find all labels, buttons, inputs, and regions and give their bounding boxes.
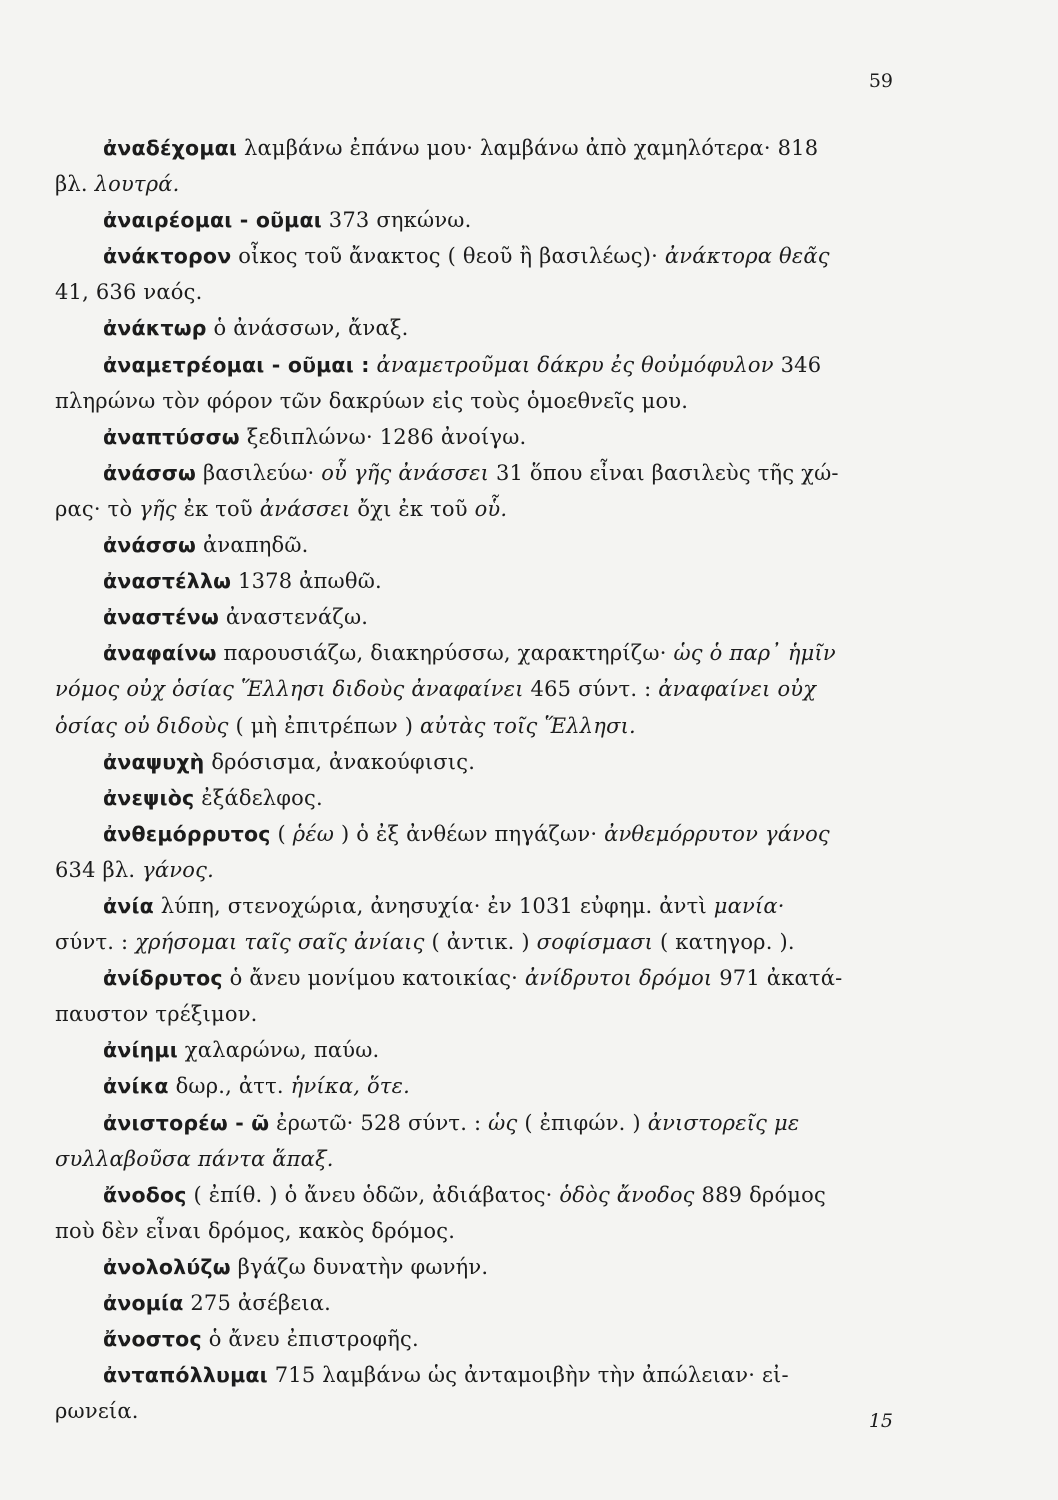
headword: ἀνάκτωρ bbox=[103, 316, 207, 341]
definition-text: βγάζω δυνατὴν φωνήν. bbox=[230, 1254, 489, 1279]
text-line bbox=[55, 1177, 895, 1213]
quotation: ῥέω bbox=[292, 821, 335, 846]
quotation: λουτρά. bbox=[94, 172, 180, 197]
definition-text: λαμβάνω ἐπάνω μου· λαμβάνω ἀπὸ χαμηλότερα· 818 bbox=[237, 136, 819, 160]
quotation: χρήσομαι ταῖς σαῖς ἀνίαις bbox=[135, 930, 425, 955]
definition-text: ἀναστενάζω. bbox=[218, 605, 369, 630]
quotation: νόμος οὐχ ὁσίας Ἕλλησι διδοὺς ἀναφαίνει bbox=[55, 677, 524, 702]
headword: ἀνία bbox=[103, 893, 154, 918]
definition-text: ( μὴ ἐπιτρέπων ) bbox=[228, 713, 421, 738]
definition-text: ρας· τὸ bbox=[55, 496, 140, 521]
definition-text: ( ἐπιφών. ) bbox=[517, 1110, 648, 1135]
headword: ἀναστέλλω bbox=[103, 569, 232, 594]
text-line bbox=[55, 166, 895, 202]
quotation: ὁδὸς ἄνοδος bbox=[559, 1182, 695, 1207]
text-line bbox=[55, 130, 895, 166]
text-line bbox=[55, 563, 895, 599]
glossary-text bbox=[55, 130, 895, 1429]
text-line bbox=[55, 996, 895, 1032]
definition-text: ἐρωτῶ· 528 σύντ. : bbox=[269, 1110, 489, 1135]
definition-text: ρωνεία. bbox=[55, 1399, 139, 1424]
quotation: αὐτὰς τοῖς Ἕλλησι. bbox=[420, 713, 636, 738]
headword: ἀναδέχομαι bbox=[103, 136, 238, 160]
definition-text: ὁ ἄνευ ἐπιστροφῆς. bbox=[201, 1327, 419, 1352]
headword: ἀνίκα bbox=[103, 1074, 169, 1099]
definition-text: 715 λαμβάνω ὡς ἀνταμοιβὴν τὴν ἀπώλειαν· εἰ- bbox=[267, 1363, 789, 1388]
definition-text: 971 ἀκατά- bbox=[712, 966, 843, 991]
quotation: ὡς bbox=[488, 1110, 518, 1135]
definition-text: πληρώνω τὸν φόρον τῶν δακρύων εἰς τοὺς ὁμοεθνεῖς μου. bbox=[55, 388, 689, 413]
text-line bbox=[55, 1321, 895, 1357]
text-line bbox=[55, 671, 895, 707]
text-line bbox=[55, 1285, 895, 1321]
definition-text: 41, 636 ναός. bbox=[55, 280, 203, 305]
headword: ἀνταπόλλυμαι bbox=[103, 1363, 268, 1388]
quotation: γάνος. bbox=[142, 857, 214, 882]
headword: ἀναστένω bbox=[103, 605, 219, 630]
headword: ἀναπτύσσω bbox=[103, 424, 240, 449]
text-line bbox=[55, 888, 895, 924]
definition-text: παυστον τρέξιμον. bbox=[55, 1002, 258, 1027]
text-line bbox=[55, 708, 895, 744]
text-line bbox=[55, 960, 895, 996]
definition-text: παρουσιάζω, διακηρύσσω, χαρακτηρίζω· bbox=[216, 641, 674, 666]
definition-text: 346 bbox=[773, 352, 822, 377]
definition-text: ( κατηγορ. ). bbox=[653, 930, 795, 955]
text-line bbox=[55, 202, 895, 238]
definition-text: 634 βλ. bbox=[55, 857, 143, 882]
headword: ἀνάσσω bbox=[103, 460, 197, 485]
text-line bbox=[55, 383, 895, 419]
text-line bbox=[55, 924, 895, 960]
text-line bbox=[55, 527, 895, 563]
text-line bbox=[55, 780, 895, 816]
definition-text: σύντ. : bbox=[55, 930, 136, 955]
headword: ἀνομία bbox=[103, 1291, 184, 1315]
definition-text: ( ἀντικ. ) bbox=[424, 930, 537, 955]
quotation: οὗ. bbox=[474, 496, 508, 521]
definition-text: ὁ ἄνευ μονίμου κατοικίας· bbox=[222, 966, 525, 991]
page-number: 59 bbox=[868, 70, 893, 92]
text-line bbox=[55, 816, 895, 852]
headword: ἀναιρέομαι - οῦμαι bbox=[103, 208, 322, 233]
definition-text: ( bbox=[270, 821, 293, 846]
quotation: γῆς bbox=[139, 496, 177, 521]
quotation: ὡς ὁ παρ᾽ ἡμῖν bbox=[673, 641, 836, 666]
definition-text: 275 ἀσέβεια. bbox=[183, 1291, 332, 1315]
text-line bbox=[55, 1032, 895, 1068]
headword: ἀνιστορέω - ῶ bbox=[103, 1110, 270, 1135]
text-line bbox=[55, 1357, 895, 1393]
headword: ἄνοδος bbox=[103, 1182, 187, 1207]
definition-text: βασιλεύω· bbox=[196, 460, 322, 485]
definition-text: λύπη, στενοχώρια, ἀνησυχία· ἐν 1031 εὐφημ. ἀντὶ bbox=[153, 893, 714, 918]
text-line bbox=[55, 238, 895, 274]
definition-text: ( ἐπίθ. ) ὁ ἄνευ ὁδῶν, ἀδιάβατος· bbox=[186, 1182, 560, 1207]
quotation: ἀναμετροῦμαι δάκρυ ἐς θοὐμόφυλον bbox=[376, 352, 774, 377]
quotation: συλλαβοῦσα πάντα ἅπαξ. bbox=[55, 1146, 334, 1171]
definition-text: δωρ., ἀττ. bbox=[168, 1074, 291, 1099]
quotation: ἀνίδρυτοι δρόμοι bbox=[524, 966, 713, 991]
definition-text: ὄχι ἐκ τοῦ bbox=[350, 496, 475, 521]
text-line bbox=[55, 1141, 895, 1177]
definition-text: 373 σηκώνω. bbox=[321, 208, 472, 233]
definition-text: ἀναπηδῶ. bbox=[196, 533, 309, 558]
definition-text: 465 σύντ. : bbox=[523, 677, 659, 702]
text-line bbox=[55, 635, 895, 671]
quotation: ἀνθεμόρρυτον γάνος bbox=[604, 821, 830, 846]
text-line bbox=[55, 1213, 895, 1249]
headword: ἄνοστος bbox=[103, 1327, 202, 1352]
signature-mark: 15 bbox=[868, 1410, 893, 1432]
definition-text: ἐξάδελφος. bbox=[194, 785, 323, 810]
text-line bbox=[55, 1068, 895, 1104]
headword: ἀνάκτορον bbox=[103, 244, 232, 269]
headword: ἀνεψιὸς bbox=[103, 785, 195, 810]
quotation: μανία· bbox=[713, 893, 785, 918]
definition-text: βλ. bbox=[55, 172, 95, 197]
definition-text bbox=[370, 353, 377, 377]
definition-text: 1378 ἀπωθῶ. bbox=[231, 569, 382, 594]
headword: ἀνίημι bbox=[103, 1038, 178, 1063]
quotation: ἀνιστορεῖς με bbox=[647, 1110, 800, 1135]
headword: ἀνολολύζω bbox=[103, 1254, 231, 1279]
definition-text: δρόσισμα, ἀνακούφισις. bbox=[204, 749, 476, 774]
definition-text: οἶκος τοῦ ἄνακτος ( θεοῦ ἢ βασιλέως)· bbox=[231, 244, 665, 269]
text-line bbox=[55, 1393, 895, 1429]
headword: ἀνάσσω bbox=[103, 533, 197, 558]
definition-text: ποὺ δὲν εἶναι δρόμος, κακὸς δρόμος. bbox=[55, 1218, 456, 1243]
text-line bbox=[55, 852, 895, 888]
quotation: ἡνίκα, ὅτε. bbox=[290, 1074, 410, 1099]
headword: ἀναφαίνω bbox=[103, 641, 217, 666]
text-line bbox=[55, 310, 895, 346]
text-line bbox=[55, 744, 895, 780]
definition-text: ὁ ἀνάσσων, ἄναξ. bbox=[206, 316, 409, 341]
definition-text: χαλαρώνω, παύω. bbox=[177, 1038, 380, 1063]
text-line bbox=[55, 274, 895, 310]
text-line bbox=[55, 455, 895, 491]
definition-text: 889 δρόμος bbox=[694, 1182, 826, 1207]
quotation: ἀναφαίνει οὐχ bbox=[658, 677, 817, 702]
definition-text: ξεδιπλώνω· 1286 ἀνοίγω. bbox=[239, 424, 527, 449]
text-line bbox=[55, 1249, 895, 1285]
text-line bbox=[55, 491, 895, 527]
headword: ἀνθεμόρρυτος bbox=[103, 821, 271, 846]
text-line bbox=[55, 1105, 895, 1141]
headword: ἀναμετρέομαι - οῦμαι : bbox=[103, 352, 370, 377]
definition-text: ) ὁ ἐξ ἀνθέων πηγάζων· bbox=[334, 821, 605, 846]
text-line bbox=[55, 599, 895, 635]
headword: ἀναψυχὴ bbox=[103, 749, 205, 774]
text-line bbox=[55, 347, 895, 383]
quotation: ὁσίας οὐ διδοὺς bbox=[55, 713, 229, 738]
quotation: οὗ γῆς ἀνάσσει bbox=[321, 460, 490, 485]
quotation: σοφίσμασι bbox=[536, 930, 654, 955]
headword: ἀνίδρυτος bbox=[103, 966, 223, 991]
text-line bbox=[55, 419, 895, 455]
definition-text: 31 ὅπου εἶναι βασιλεὺς τῆς χώ- bbox=[489, 460, 839, 485]
quotation: ἀνάκτορα θεᾶς bbox=[664, 244, 830, 269]
quotation: ἀνάσσει bbox=[259, 496, 351, 521]
definition-text: ἐκ τοῦ bbox=[176, 496, 260, 521]
